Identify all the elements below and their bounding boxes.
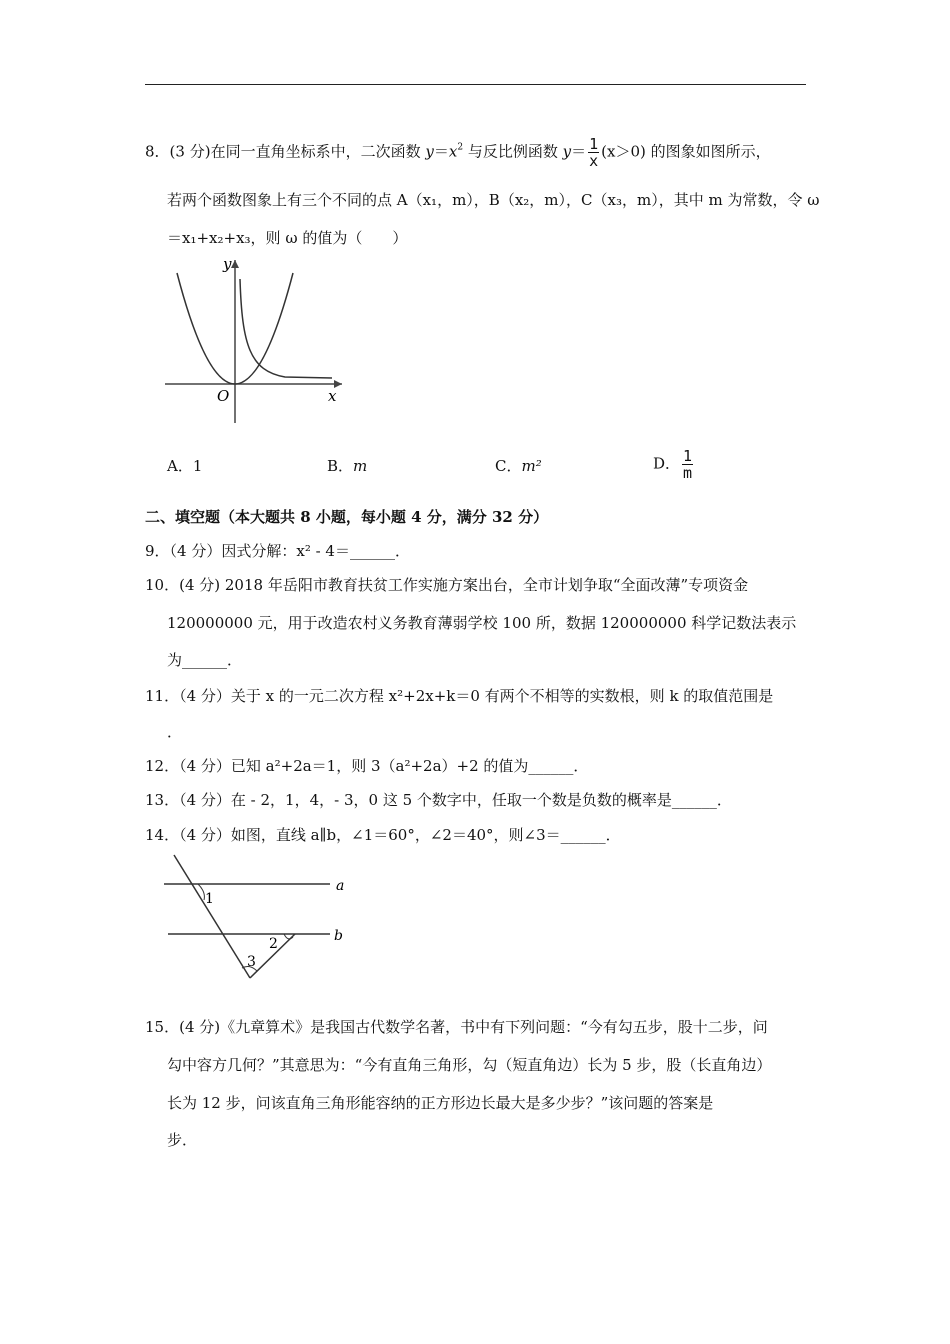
x-axis-label: x: [328, 387, 337, 405]
q8-option-b[interactable]: B．m: [327, 457, 368, 475]
header-rule: [145, 84, 806, 85]
angle1-label: 1: [205, 891, 214, 907]
q10-line3: 为______．: [167, 651, 243, 669]
q8-number: 8．: [145, 142, 170, 161]
q14-figure: [160, 852, 360, 984]
section-heading: 二、填空题（本大题共 8 小题，每小题 4 分，满分 32 分）: [145, 508, 549, 526]
q10-line1: 10．(4 分) 2018 年岳阳市教育扶贫工作实施方案出台，全市计划争取“全面改薄”专项资金: [145, 576, 749, 594]
q8-line2: 若两个函数图象上有三个不同的点 A（x₁，m），B（x₂，m），C（x₃，m），其中 m 为常数，令 ω: [167, 191, 820, 209]
q8-score: (3 分): [169, 142, 211, 161]
label-a: a: [336, 878, 345, 894]
q11-line1: 11．（4 分）关于 x 的一元二次方程 x²+2x+k＝0 有两个不相等的实数根，则 k 的取值范围是: [145, 687, 774, 705]
q15-line4: 步．: [167, 1131, 198, 1149]
label-b: b: [334, 928, 343, 944]
q11-line2: ．: [167, 723, 183, 741]
origin-label: O: [217, 387, 230, 405]
q8-option-a[interactable]: A．1: [167, 457, 203, 475]
q8-line3: ＝x₁+x₂+x₃，则 ω 的值为（ ）: [167, 229, 408, 247]
q8-line1: 8．(3 分)在同一直角坐标系中，二次函数 $y=x^2$ 与反比例函数 y＝ $\frac{1}{x}$ (x＞0) 的图象如图所示，: [145, 135, 771, 170]
y-axis-arrow: [231, 260, 239, 268]
q13-text: 13．（4 分）在 - 2，1，4，- 3，0 这 5 个数字中，任取一个数是负数的概率是______．: [145, 791, 732, 809]
hyperbola-curve: [240, 279, 332, 378]
q8-option-d[interactable]: D． $\frac{1}{m}$: [653, 447, 693, 482]
transversal: [174, 855, 250, 978]
q8-option-c[interactable]: C．m²: [495, 457, 542, 475]
q12-text: 12．（4 分）已知 a²+2a＝1，则 3（a²+2a）+2 的值为______．: [145, 757, 589, 775]
q15-line3: 长为 12 步，问该直角三角形能容纳的正方形边长最大是多少步？”该问题的答案是: [167, 1094, 714, 1112]
angle2-label: 2: [269, 936, 278, 952]
q8-quadratic: y: [425, 142, 434, 161]
q14-text: 14．（4 分）如图，直线 a∥b，∠1＝60°，∠2＝40°，则∠3＝______．: [145, 826, 621, 844]
q9-text: 9．（4 分）因式分解：x² - 4＝______．: [145, 542, 410, 560]
q8-fraction: $\frac{1}{x}$: [589, 135, 599, 170]
q15-line2: 勾中容方几何？”其意思为：“今有直角三角形，勾（短直角边）长为 5 步，股（长直角边）: [167, 1056, 772, 1074]
y-axis-label: y: [223, 255, 232, 273]
angle3-label: 3: [247, 954, 256, 970]
q10-line2: 120000000 元，用于改造农村义务教育薄弱学校 100 所，数据 120000000 科学记数法表示: [167, 614, 797, 632]
q15-line1: 15．(4 分)《九章算术》是我国古代数学名著，书中有下列问题：“今有勾五步，股十二步，问: [145, 1018, 768, 1036]
q8-graph: [160, 255, 350, 425]
